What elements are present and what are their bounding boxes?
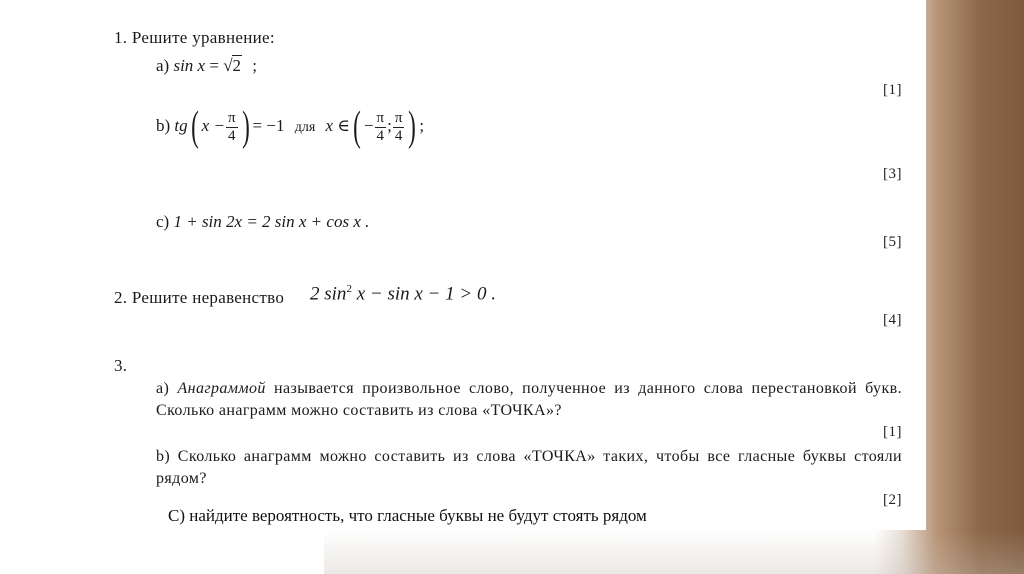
task3a-text: называется произвольное слово, полученное из данного слова перестановкой букв. Сколько анаграмм можно составить из слова «ТОЧКА»? <box>156 380 902 419</box>
task3b-paragraph <box>156 446 902 490</box>
task1a-equals: = <box>205 56 224 75</box>
task1a-radicand: 2 <box>232 56 242 75</box>
task1a-radical: √ <box>223 56 233 75</box>
task3a-mark: [1] <box>883 424 902 440</box>
task2-heading: 2. Решите неравенство <box>114 288 285 307</box>
task1b-label: b) <box>156 115 171 135</box>
task1c-expr: 1 + sin 2x = 2 sin x + cos x . <box>173 212 370 231</box>
task1b-sep: ; <box>387 115 392 135</box>
task1b-rhs: = −1 <box>252 115 285 135</box>
task1a-end: ; <box>252 56 258 75</box>
task3b-label: b) <box>156 448 171 465</box>
task3b-mark: [2] <box>883 492 902 508</box>
task1a-lhs: sin x <box>173 56 206 75</box>
task1c-label: c) <box>156 212 170 231</box>
task1b-end: ; <box>419 115 425 135</box>
task3c-note: С) найдите вероятность, что гласные буквы не будут стоять рядом <box>168 506 647 525</box>
task3a-paragraph <box>156 378 902 422</box>
task1b-frac: $\frac{\pi}{4}$ <box>227 109 236 144</box>
task1a-mark: [1] <box>883 82 902 98</box>
task1b-x-in: x ∈ <box>325 115 350 135</box>
task1-heading: 1. Решите уравнение: <box>114 28 275 47</box>
task1c-equation <box>156 212 369 232</box>
task1b-equation: b) tg( x − $\frac{\pi}{4}$ ) = −1 для x ∈( − $\frac{\pi}{4}$ ; $\frac{\pi}{4}$ ) ; <box>156 104 425 150</box>
task1b-mark: [3] <box>883 166 902 182</box>
task1b-minus: − <box>363 115 374 135</box>
task3-number: 3. <box>114 356 128 375</box>
task1c-mark: [5] <box>883 234 902 250</box>
task2-mark: [4] <box>883 312 902 328</box>
worksheet-page <box>88 0 926 530</box>
task1b-fn: tg <box>174 115 188 135</box>
task1b-for: для <box>294 119 316 135</box>
background-gradient-bottom <box>324 530 1024 574</box>
task2-exponent: 2 <box>346 283 352 295</box>
task1b-x: x − <box>201 115 225 135</box>
task1a-label: a) <box>156 56 170 75</box>
task1b-frac-right: $\frac{\pi}{4}$ <box>394 109 403 144</box>
task3b-text: Сколько анаграмм можно составить из слова «ТОЧКА» таких, чтобы все гласные буквы стояли рядом? <box>156 448 902 487</box>
task3a-label: a) <box>156 380 170 397</box>
task2-inequality: 2 $\sin^2 x - \sin x - 1 > 0$ . <box>310 283 496 305</box>
task1a-equation <box>156 56 257 76</box>
task1b-frac-left: $\frac{\pi}{4}$ <box>376 109 385 144</box>
task3a-term: Анаграммой <box>177 380 266 397</box>
